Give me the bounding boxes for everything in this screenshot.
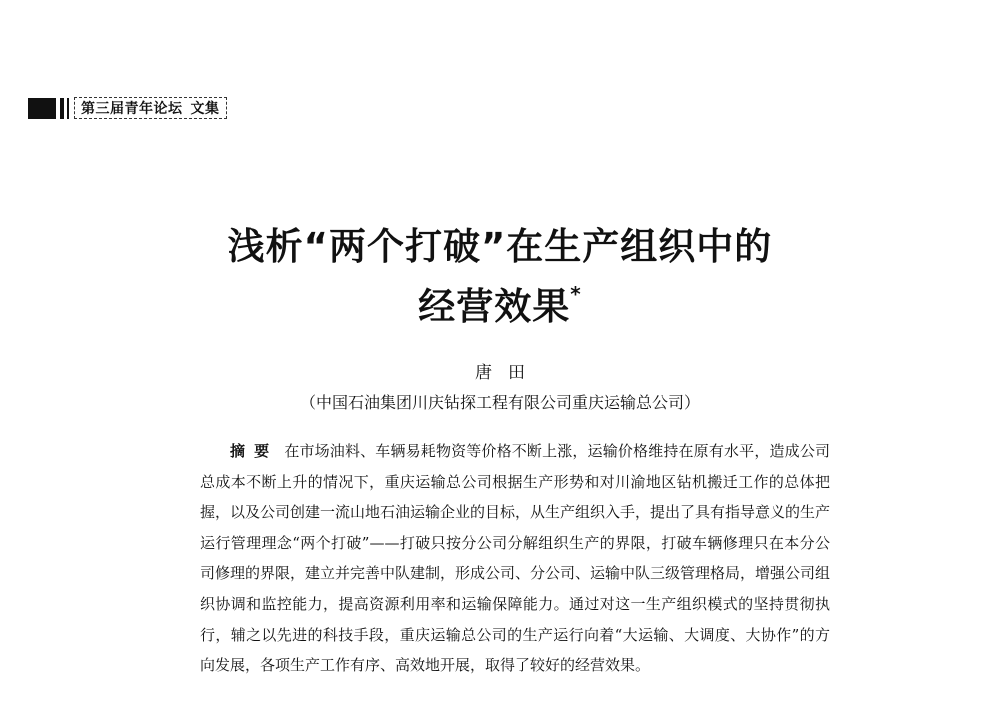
header-series: 第三届青年论坛 xyxy=(81,101,183,117)
paper-title-line2 xyxy=(0,282,1000,328)
title-footnote-marker: * xyxy=(570,282,582,306)
header-marker-block xyxy=(28,98,56,119)
header-marker-bar-thin xyxy=(67,98,69,119)
running-header xyxy=(28,96,227,120)
title-text-line2: 经营效果 xyxy=(418,285,571,328)
author-affiliation: （中国石油集团川庆钻探工程有限公司重庆运输总公司） xyxy=(299,393,700,412)
header-collection: 文集 xyxy=(190,101,220,117)
header-label-box xyxy=(74,97,227,119)
paper-title-line1 xyxy=(0,225,1000,268)
abstract xyxy=(200,436,830,681)
author-name: 唐田 xyxy=(475,363,541,383)
title-text-line1: 浅析“两个打破”在生产组织中的 xyxy=(227,225,773,268)
abstract-label: 摘要 xyxy=(230,442,279,460)
header-marker-bar xyxy=(60,98,64,119)
abstract-text: 在市场油料、车辆易耗物资等价格不断上涨，运输价格维持在原有水平，造成公司总成本不断上升的情况下，重庆运输总公司根据生产形势和对川渝地区钻机搬迁工作的总体把握，以及公司创建一流山地石油运输企业的目标，从生产组织入手，提出了具有指导意义的生产运行管理理念“两个打破”——打破只按分公司分解组织生产的界限，打破车辆修理只在本分公司修理的界限，建立并完善中队建制，形成公司、分公司、运输中队三级管理格局，增强公司组织协调和监控能力，提高资源利用率和运输保障能力。通过对这一生产组织模式的坚持贯彻执行，辅之以先进的科技手段，重庆运输总公司的生产运行向着“大运输、大调度、大协作”的方向发展，各项生产工作有序、高效地开展，取得了较好的经营效果。 xyxy=(200,442,831,675)
